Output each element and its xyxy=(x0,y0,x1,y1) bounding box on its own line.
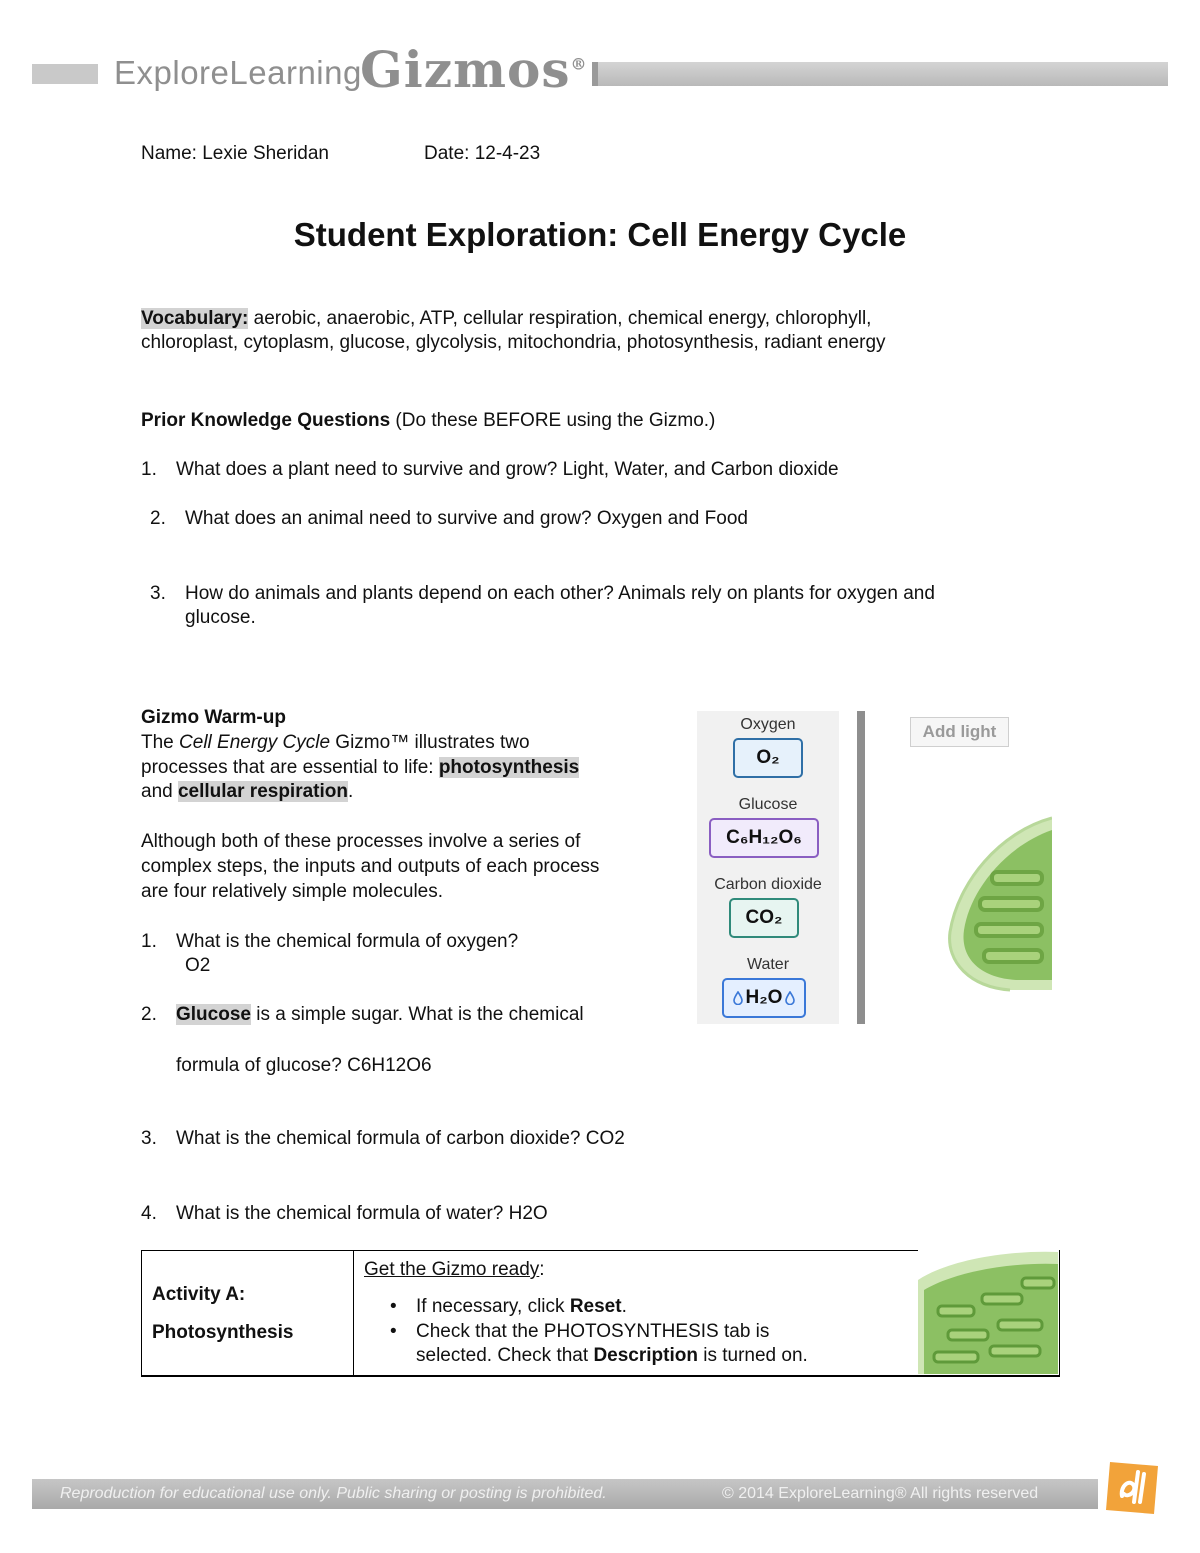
activity-table-top-border xyxy=(141,1250,918,1251)
vocabulary-line-2: chloroplast, cytoplasm, glucose, glycolysis, mitochondria, photosynthesis, radiant energy xyxy=(141,332,886,353)
bullet-dot: • xyxy=(390,1321,397,1342)
brand-gizmos: Gizmos® xyxy=(360,40,588,99)
warmup-p1-line-3: and cellular respiration. xyxy=(141,781,354,802)
water-drop-icon xyxy=(785,991,795,1005)
vocabulary-label: Vocabulary: xyxy=(141,308,249,329)
footer-notice: Reproduction for educational use only. Public sharing or posting is prohibited. xyxy=(60,1485,607,1502)
warmup-q2-line-2: formula of glucose? C6H12O6 xyxy=(176,1055,432,1076)
prior-q3-line-1: How do animals and plants depend on each other? Animals rely on plants for oxygen and xyxy=(185,583,935,604)
activity-label: Activity A: xyxy=(152,1284,246,1305)
activity-table-left-border xyxy=(141,1250,142,1376)
warmup-q4: What is the chemical formula of water? H2O xyxy=(176,1203,548,1224)
chloroplast-detail-image xyxy=(918,1250,1058,1374)
prior-q3-line-2: glucose. xyxy=(185,607,256,628)
warmup-q2: Glucose is a simple sugar. What is the chemical xyxy=(176,1004,584,1025)
student-date: Date: 12-4-23 xyxy=(424,143,541,164)
water-molecule[interactable]: H₂O xyxy=(722,978,806,1018)
water-label: Water xyxy=(746,956,790,973)
chloroplast-image xyxy=(940,812,1052,996)
explorelearning-logo-icon xyxy=(1100,1456,1164,1520)
prior-knowledge-heading: Prior Knowledge Questions (Do these BEFORE using the Gizmo.) xyxy=(141,410,716,431)
add-light-button[interactable]: Add light xyxy=(910,717,1009,747)
carbon-dioxide-molecule[interactable]: CO₂ xyxy=(729,898,799,938)
warmup-p2-line-2: complex steps, the inputs and outputs of each process xyxy=(141,856,600,877)
panel-divider xyxy=(857,711,865,1024)
header-bar-left xyxy=(32,64,98,84)
highlight-photosynthesis: photosynthesis xyxy=(438,757,580,778)
vocabulary-line-1: Vocabulary: aerobic, anaerobic, ATP, cellular respiration, chemical energy, chlorophyll, xyxy=(141,308,872,329)
activity-table-bottom-border xyxy=(141,1375,1060,1377)
prior-q2: What does an animal need to survive and grow? Oxygen and Food xyxy=(185,508,748,529)
highlight-cellular-respiration: cellular respiration xyxy=(177,781,348,802)
warmup-p2-line-3: are four relatively simple molecules. xyxy=(141,881,444,902)
brand-explorelearning: ExploreLearning xyxy=(114,54,362,91)
prior-q2-number: 2. xyxy=(150,508,166,529)
instruction-tab-line-1: Check that the PHOTOSYNTHESIS tab is xyxy=(416,1321,770,1342)
footer-copyright: © 2014 ExploreLearning® All rights reserved xyxy=(722,1485,1039,1502)
bullet-dot: • xyxy=(390,1296,397,1317)
gizmo-ready-heading: Get the Gizmo ready: xyxy=(364,1259,545,1280)
oxygen-molecule[interactable]: O₂ xyxy=(733,738,803,778)
header-bar-right xyxy=(592,62,1168,86)
carbon-dioxide-label: Carbon dioxide xyxy=(714,876,822,893)
highlight-glucose: Glucose xyxy=(176,1004,251,1025)
glucose-molecule[interactable]: C₆H₁₂O₆ xyxy=(709,818,819,858)
glucose-label: Glucose xyxy=(738,796,798,813)
activity-table-divider xyxy=(353,1250,354,1376)
warmup-q1-answer: O2 xyxy=(185,955,211,976)
warmup-q1: What is the chemical formula of oxygen? xyxy=(176,931,519,952)
warmup-p1-line-1: The Cell Energy Cycle Gizmo™ illustrates two xyxy=(141,732,530,753)
oxygen-label: Oxygen xyxy=(740,716,796,733)
warmup-q4-number: 4. xyxy=(141,1203,157,1224)
warmup-heading: Gizmo Warm-up xyxy=(141,707,286,728)
instruction-reset: If necessary, click Reset. xyxy=(416,1296,627,1317)
warmup-p1-line-2: processes that are essential to life: photosynthesis xyxy=(141,757,580,778)
warmup-q3-number: 3. xyxy=(141,1128,157,1149)
page-title: Student Exploration: Cell Energy Cycle xyxy=(293,216,907,253)
student-name: Name: Lexie Sheridan xyxy=(141,143,329,164)
warmup-q1-number: 1. xyxy=(141,931,157,952)
instruction-tab-line-2: selected. Check that Description is turned on. xyxy=(416,1345,808,1366)
prior-q1-number: 1. xyxy=(141,459,157,480)
warmup-p2-line-1: Although both of these processes involve a series of xyxy=(141,831,581,852)
header-bar-edge xyxy=(592,62,598,86)
activity-name: Photosynthesis xyxy=(152,1322,294,1343)
prior-q3-number: 3. xyxy=(150,583,166,604)
prior-q1: What does a plant need to survive and grow? Light, Water, and Carbon dioxide xyxy=(176,459,839,480)
warmup-q3: What is the chemical formula of carbon dioxide? CO2 xyxy=(176,1128,625,1149)
water-drop-icon xyxy=(733,991,743,1005)
warmup-q2-number: 2. xyxy=(141,1004,157,1025)
activity-table-right-border xyxy=(1059,1250,1060,1376)
